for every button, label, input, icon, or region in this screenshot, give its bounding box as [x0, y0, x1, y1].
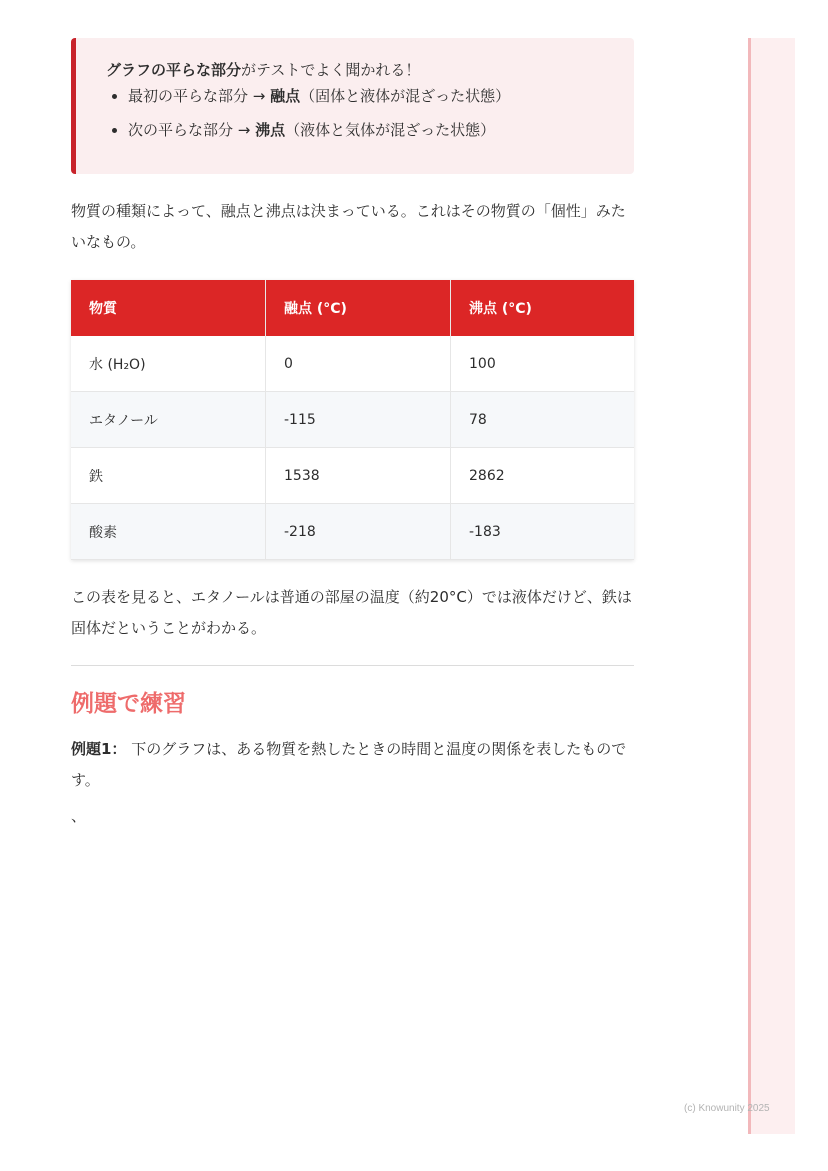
table-cell: 酸素 — [71, 504, 266, 560]
table-cell: 1538 — [266, 448, 451, 504]
intro-paragraph: 物質の種類によって、融点と沸点は決まっている。これはその物質の「個性」みたいなもの。 — [71, 202, 626, 251]
callout-item-suffix: （固体と液体が混ざった状態） — [300, 87, 511, 105]
callout-heading-bold: グラフの平らな部分 — [106, 61, 242, 79]
callout-box — [71, 38, 634, 174]
callout-list — [102, 84, 614, 142]
header-substance: 物質 — [71, 280, 266, 336]
melting-boiling-table — [71, 280, 634, 560]
footer-copyright: (c) Knowunity 2025 — [684, 1103, 770, 1114]
callout-list-item — [128, 118, 614, 142]
table-cell: 78 — [451, 392, 635, 448]
table-row — [71, 392, 634, 448]
table-cell: 2862 — [451, 448, 635, 504]
table-cell: 0 — [266, 336, 451, 392]
callout-heading-rest: がテストでよく聞かれる！ — [241, 61, 421, 79]
table-header-row — [71, 280, 634, 336]
callout-item-prefix: 次の平らな部分 → — [128, 121, 256, 139]
callout-list-item — [128, 84, 614, 108]
table-row — [71, 448, 634, 504]
section-divider — [71, 665, 634, 666]
table-cell: 水 (H₂O) — [71, 336, 266, 392]
header-boiling-point: 沸点 (°C) — [451, 280, 635, 336]
after-table-paragraph: この表を見ると、エタノールは普通の部屋の温度（約20°C）では液体だけど、鉄は固体だということがわかる。 — [71, 588, 632, 637]
section-title: 例題で練習 — [71, 691, 186, 717]
header-melting-point: 融点 (°C) — [266, 280, 451, 336]
callout-item-prefix: 最初の平らな部分 → — [128, 87, 271, 105]
table-cell: エタノール — [71, 392, 266, 448]
example-paragraph — [71, 734, 634, 796]
table-row — [71, 504, 634, 560]
callout-heading — [106, 58, 614, 82]
table-cell: -218 — [266, 504, 451, 560]
side-margin-strip — [748, 38, 795, 1134]
table-cell: -183 — [451, 504, 635, 560]
callout-item-suffix: （液体と気体が混ざった状態） — [285, 121, 496, 139]
example-label: 例題1： — [71, 740, 127, 758]
callout-item-keyword: 融点 — [270, 87, 301, 105]
callout-item-keyword: 沸点 — [255, 121, 286, 139]
table-cell: -115 — [266, 392, 451, 448]
stray-punctuation: 、 — [71, 807, 87, 825]
example-text: 下のグラフは、ある物質を熱したときの時間と温度の関係を表したものです。 — [71, 740, 627, 789]
table-cell: 100 — [451, 336, 635, 392]
table-cell: 鉄 — [71, 448, 266, 504]
page-content — [71, 38, 634, 826]
table-row — [71, 336, 634, 392]
